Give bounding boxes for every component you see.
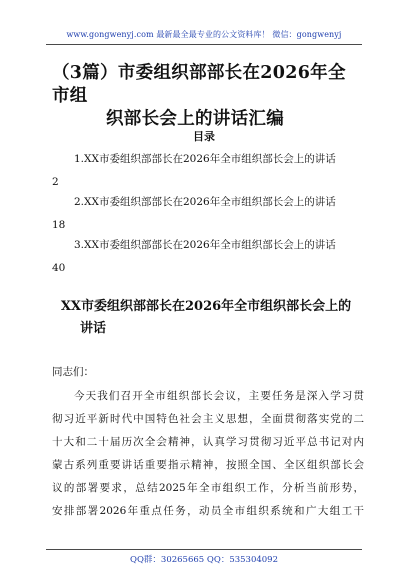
section-title xyxy=(52,296,360,340)
body-line: 十大和二十届历次全会精神，认真学习贯彻习近平总书记对内 xyxy=(52,436,364,448)
document-title-line-2: 织部长会上的讲话汇编 xyxy=(106,109,284,129)
toc-entry-page: 2 xyxy=(52,176,59,188)
toc-entry[interactable] xyxy=(52,234,364,280)
toc-entry[interactable] xyxy=(52,191,364,237)
toc-entry-page: 40 xyxy=(52,262,66,274)
section-title-line-2: 讲话 xyxy=(80,321,107,336)
header-divider xyxy=(46,44,362,45)
document-title xyxy=(52,62,360,131)
toc-entry-title: 3.XX市委组织部部长在2026年全市组织部长会上的讲话 xyxy=(74,239,336,251)
toc-entry-title: 2.XX市委组织部部长在2026年全市组织部长会上的讲话 xyxy=(74,196,336,208)
body-line: 彻习近平新时代中国特色社会主义思想，全面贯彻落实党的二 xyxy=(52,413,364,425)
salutation: 同志们： xyxy=(52,366,94,378)
body-line: 蒙古系列重要讲话重要指示精神，按照全国、全区组织部长会 xyxy=(52,459,364,471)
page-header-text: www.gongwenyj.com 最新最全最专业的公文资料库！ 微信：gongwenyj xyxy=(66,30,342,39)
body-paragraph xyxy=(52,385,364,523)
toc-heading: 目录 xyxy=(193,130,215,143)
footer-divider xyxy=(46,549,362,550)
section-title-line-1: XX市委组织部部长在2026年全市组织部长会上的 xyxy=(60,299,352,314)
toc-entry[interactable] xyxy=(52,148,364,194)
body-line: 今天我们召开全市组织部长会议，主要任务是深入学习贯 xyxy=(74,390,364,402)
body-line: 安排部署2026年重点任务，动员全市组织系统和广大组工干 xyxy=(52,505,364,517)
toc-entry-title: 1.XX市委组织部部长在2026年全市组织部长会上的讲话 xyxy=(74,153,336,165)
page-footer-text: QQ群：30265665 QQ：535304092 xyxy=(129,555,278,565)
document-title-line-1: （3篇）市委组织部部长在2026年全市组 xyxy=(52,63,346,106)
body-line: 议的部署要求，总结2025年全市组织工作，分析当前形势， xyxy=(52,482,364,494)
toc-entry-page: 18 xyxy=(52,219,66,231)
